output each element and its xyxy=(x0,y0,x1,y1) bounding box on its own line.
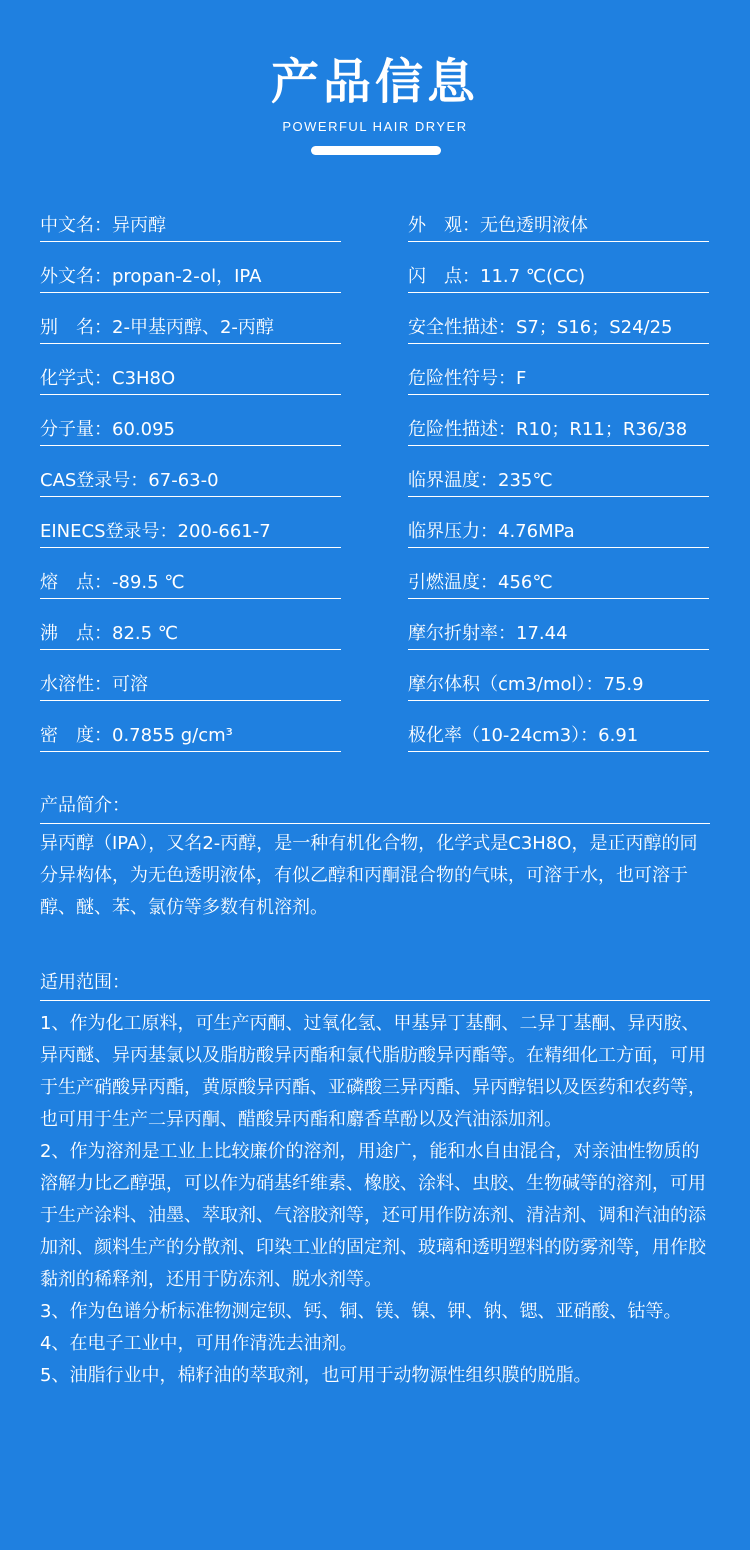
usage-list xyxy=(40,1008,712,1392)
property-column-right xyxy=(408,208,709,769)
property-row: 引燃温度：456℃ xyxy=(408,565,709,599)
intro-text xyxy=(40,828,712,924)
title-underline-bar xyxy=(311,146,441,155)
usage-item: 2、作为溶剂是工业上比较廉价的溶剂，用途广，能和水自由混合，对亲油性物质的溶解力比乙醇强，可以作为硝基纤维素、橡胶、涂料、虫胶、生物碱等的溶剂，可用于生产涂料、油墨、萃取剂、气溶胶剂等，还可用作防冻剂、清洁剂、调和汽油的添加剂、颜料生产的分散剂、印染工业的固定剂、玻璃和透明塑料的防雾剂等，用作胶黏剂的稀释剂，还用于防冻剂、脱水剂等。 xyxy=(40,1141,706,1290)
usage-item: 5、油脂行业中，棉籽油的萃取剂，也可用于动物源性组织膜的脱脂。 xyxy=(40,1365,592,1386)
property-row: 中文名：异丙醇 xyxy=(40,208,341,242)
property-row: 摩尔体积（cm3/mol）：75.9 xyxy=(408,667,709,701)
property-row: 外文名：propan-2-ol，IPA xyxy=(40,259,341,293)
intro-paragraph: 异丙醇（IPA），又名2-丙醇，是一种有机化合物，化学式是C3H8O，是正丙醇的同分异构体，为无色透明液体，有似乙醇和丙酮混合物的气味，可溶于水，也可溶于醇、醚、苯、氯仿等多数有机溶剂。 xyxy=(40,833,698,918)
property-row: CAS登录号：67-63-0 xyxy=(40,463,341,497)
property-row: 外 观：无色透明液体 xyxy=(408,208,709,242)
usage-item: 1、作为化工原料，可生产丙酮、过氧化氢、甲基异丁基酮、二异丁基酮、异丙胺、异丙醚、异丙基氯以及脂肪酸异丙酯和氯代脂肪酸异丙酯等。在精细化工方面，可用于生产硝酸异丙酯，黄原酸异丙酯、亚磷酸三异丙酯、异丙醇铝以及医药和农药等，也可用于生产二异丙酮、醋酸异丙酯和麝香草酚以及汽油添加剂。 xyxy=(40,1013,706,1130)
usage-item: 3、作为色谱分析标准物测定钡、钙、铜、镁、镍、钾、钠、锶、亚硝酸、钴等。 xyxy=(40,1301,682,1322)
property-row: 危险性符号：F xyxy=(408,361,709,395)
property-row: 密 度：0.7855 g/cm³ xyxy=(40,718,341,752)
property-row: 临界温度：235℃ xyxy=(408,463,709,497)
property-row: 沸 点：82.5 ℃ xyxy=(40,616,341,650)
usage-item: 4、在电子工业中，可用作清洗去油剂。 xyxy=(40,1333,358,1354)
page-title: 产品信息 xyxy=(270,54,479,110)
property-row: EINECS登录号：200-661-7 xyxy=(40,514,341,548)
property-row: 分子量：60.095 xyxy=(40,412,341,446)
usage-heading: 适用范围： xyxy=(40,967,710,1001)
property-row: 安全性描述：S7；S16；S24/25 xyxy=(408,310,709,344)
property-row: 化学式：C3H8O xyxy=(40,361,341,395)
intro-heading: 产品简介： xyxy=(40,790,710,824)
property-row: 临界压力：4.76MPa xyxy=(408,514,709,548)
property-row: 危险性描述：R10；R11；R36/38 xyxy=(408,412,709,446)
property-column-left xyxy=(40,208,341,769)
property-row: 极化率（10-24cm3）：6.91 xyxy=(408,718,709,752)
property-row: 闪 点：11.7 ℃(CC) xyxy=(408,259,709,293)
property-row: 别 名：2-甲基丙醇、2-丙醇 xyxy=(40,310,341,344)
property-row: 水溶性：可溶 xyxy=(40,667,341,701)
page-subtitle: POWERFUL HAIR DRYER xyxy=(282,119,468,134)
property-row: 熔 点：-89.5 ℃ xyxy=(40,565,341,599)
property-row: 摩尔折射率：17.44 xyxy=(408,616,709,650)
